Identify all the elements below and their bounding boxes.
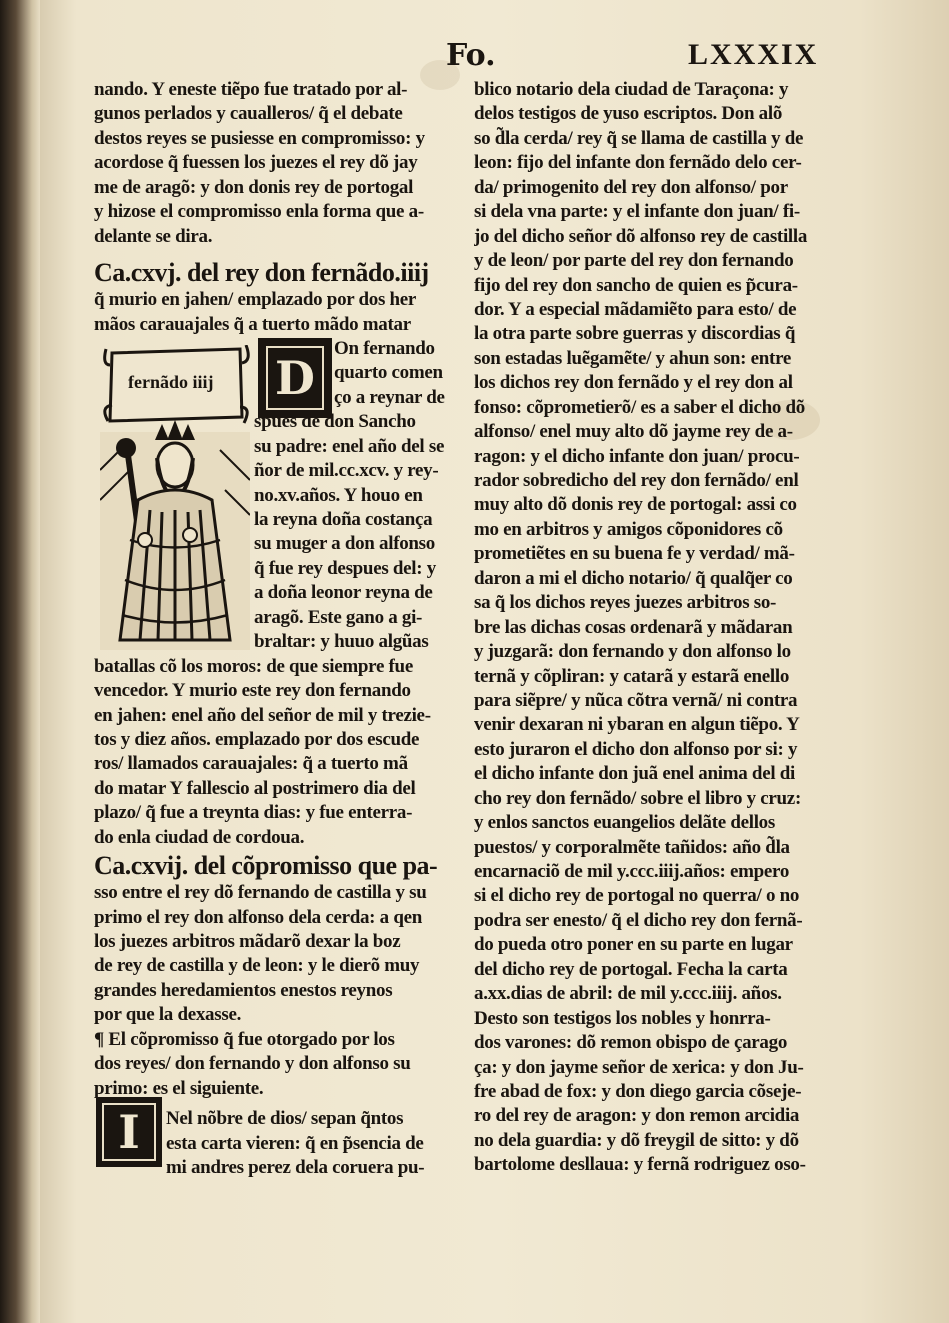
- text-line: da/ primogenito del rey don alfonso/ por: [474, 176, 788, 198]
- text-line: ragon: y el dicho infante don juan/ procu-: [474, 445, 800, 467]
- text-line: q̃ fue rey despues del: y: [254, 557, 436, 579]
- text-line: la reyna doña costança: [254, 509, 433, 530]
- initial-letter: D: [266, 346, 324, 410]
- text-line: encarnaciõ de mil y.ccc.iiij.años: empero: [474, 861, 790, 882]
- text-line: si el dicho rey de portogal no querra/ o no: [474, 885, 800, 907]
- text-line: no dela guardia: y dõ freygil de sitto: y dõ: [474, 1129, 799, 1151]
- text-line: sso entre el rey dõ fernando de castilla y su: [94, 882, 427, 904]
- text-line: sa q̃ los dichos reyes juezes arbitros so-: [474, 592, 777, 614]
- text-line: ternã y cõpliran: y catarã y estarã enello: [474, 665, 790, 687]
- text-line: y enlos sanctos euangelios delãte dellos: [474, 812, 775, 834]
- text-line: prometiẽtes en su buena fe y verdad/ mã-: [474, 543, 795, 565]
- text-line: fijo del rey don sancho de quien es p̃curа-: [474, 274, 798, 296]
- text-line: dor. Y a especial mãdamiẽto para esto/ de: [474, 298, 797, 320]
- chapter-heading: Ca.cxvj. del rey don fernãdo.iiij: [94, 258, 429, 288]
- text-line: y de leon/ por parte del rey don fernando: [474, 250, 794, 272]
- text-line: tos y diez años. emplazado por dos escude: [94, 728, 420, 750]
- text-line: la otra parte sobre guerras y discordias q̃: [474, 323, 796, 345]
- text-line: dos varones: dõ remon obispo de çarago: [474, 1032, 788, 1054]
- text-line: rador sobredicho del rey don fernãdo/ enl: [474, 470, 799, 491]
- text-line: a.xx.dias de abril: de mil y.ccc.iiij. años.: [474, 983, 782, 1005]
- text-line: en jahen: enel año del señor de mil y trezie-: [94, 704, 431, 726]
- text-line: me de aragõ: y don donis rey de portogal: [94, 176, 414, 198]
- text-line: primo el rey don alfonso dela cerda: a qen: [94, 906, 422, 928]
- text-line: destos reyes se pusiesse en compromisso: y: [94, 127, 425, 149]
- text-line: ñor de mil.cc.xcv. y rey-: [254, 460, 439, 482]
- text-line: puestos/ y corporalmẽte tañidos: año d̃la: [474, 836, 790, 858]
- left-page-edge: [0, 0, 40, 1323]
- text-line: ço a reynar de: [334, 386, 445, 408]
- text-line: gunos perlados y caualleros/ q̃ el debate: [94, 103, 403, 125]
- heading-line: mãos carauajales q̃ a tuerto mãdo matar: [94, 313, 411, 335]
- folio-number: LXXXIX: [688, 38, 819, 71]
- text-line: del dicho rey de portogal. Fecha la carta: [474, 958, 788, 980]
- text-line: ça: y don jayme señor de xerica: y don Ju-: [474, 1056, 804, 1078]
- text-line: son estadas luẽgamẽte/ y ahun son: entre: [474, 347, 791, 369]
- text-line: su padre: enel año del se: [254, 435, 445, 457]
- folio-label: Fo.: [446, 38, 496, 73]
- text-line: blico notario dela ciudad de Taraçona: y: [474, 79, 789, 100]
- text-line: dos reyes/ don fernando y don alfonso su: [94, 1053, 411, 1075]
- text-line: y hizose el compromisso enla forma que a-: [94, 201, 424, 223]
- text-line: mi andres perez dela coruera pu-: [166, 1156, 425, 1178]
- text-line: fonso: cõprometierõ/ es a saber el dicho dõ: [474, 396, 806, 418]
- text-line: de rey de castilla y de leon: y le dierõ muy: [94, 955, 420, 977]
- text-line: esta carta vieren: q̃ en p̃sencia de: [166, 1132, 424, 1154]
- text-line: acordose q̃ fuessen los juezes el rey dõ jay: [94, 152, 418, 174]
- text-line: vencedor. Y murio este rey don fernando: [94, 680, 411, 702]
- text-line: braltar: y huuo algũas: [254, 631, 429, 653]
- text-line: do matar Y fallescio al postrimero dia del: [94, 777, 416, 799]
- text-line: delos testigos de yuso escriptos. Don alõ: [474, 103, 783, 125]
- text-line: ro del rey de aragon: y don remon arcidia: [474, 1105, 800, 1127]
- text-line: leon: fijo del infante don fernãdo delo cer-: [474, 152, 802, 174]
- text-line: el dicho infante don juã enel anima del di: [474, 763, 795, 785]
- right-text-column: [474, 78, 826, 1178]
- banner-text: fernãdo iiij: [128, 372, 214, 392]
- chapter-heading: Ca.cxvij. del cõpromisso que pa-: [94, 851, 438, 881]
- text-line: ¶ El cõpromisso q̃ fue otorgado por los: [94, 1028, 395, 1050]
- text-line: primo: es el siguiente.: [94, 1077, 264, 1099]
- text-line: do pueda otro poner en su parte en lugar: [474, 934, 793, 956]
- text-line: para siẽpre/ y nũca cõtra vernã/ ni contra: [474, 689, 798, 711]
- text-line: esto juraron el dicho don alfonso por si: y: [474, 738, 798, 760]
- initial-letter-bottom: I: [102, 1103, 156, 1161]
- text-line: quarto comen: [334, 362, 443, 384]
- text-line: mo en arbitros y amigos cõponidores cõ: [474, 518, 783, 540]
- text-line: venir dexaran ni ybaran en algun tiẽpo. Y: [474, 714, 800, 736]
- text-line: aragõ. Este gano a gi-: [254, 606, 423, 628]
- text-line: por que la dexasse.: [94, 1004, 242, 1026]
- text-line: y juzgarã: don fernando y don alfonso lo: [474, 641, 791, 663]
- text-line: Nel nõbre de dios/ sepan q̃ntos: [166, 1108, 404, 1130]
- text-line: los juezes arbitros mãdarõ dexar la boz: [94, 931, 401, 952]
- text-line: a doña leonor reyna de: [254, 582, 433, 604]
- text-line: jo del dicho señor dõ alfonso rey de castilla: [474, 225, 808, 247]
- text-line: ros/ llamados carauajales: q̃ a tuerto mã: [94, 753, 408, 775]
- text-line: podra ser enesto/ q̃ el dicho rey don fernã-: [474, 909, 803, 931]
- text-line: si dela vna parte: y el infante don juan/ fi-: [474, 201, 800, 223]
- heading-line: q̃ murio en jahen/ emplazado por dos her: [94, 289, 417, 311]
- text-line: fre abad de fox: y don diego garcia cõseje-: [474, 1080, 802, 1102]
- text-line: plazo/ q̃ fue a treynta dias: y fue enterra-: [94, 802, 413, 824]
- text-line: delante se dira.: [94, 225, 213, 247]
- text-line: spues de don Sancho: [254, 411, 416, 433]
- text-line: Desto son testigos los nobles y honrra-: [474, 1007, 771, 1029]
- text-line: muy alto dõ donis rey de portogal: assi co: [474, 494, 797, 516]
- text-line: so d̃la cerda/ rey q̃ se llama de castilla y de: [474, 127, 804, 149]
- text-line: su muger a don alfonso: [254, 533, 435, 555]
- left-text-column: [94, 78, 454, 1180]
- text-line: no.xv.años. Y houo en: [254, 484, 423, 506]
- text-line: do enla ciudad de cordoua.: [94, 826, 305, 848]
- text-line: daron a mi el dicho notario/ q̃ qualq̃er co: [474, 567, 793, 589]
- text-line: bartolome desllaua: y fernã rodriguez oso-: [474, 1154, 806, 1176]
- text-line: los dichos rey don fernãdo y el rey don al: [474, 372, 793, 394]
- text-line: bre las dichas cosas ordenarã y mãdaran: [474, 616, 793, 638]
- text-line: nando. Y eneste tiẽpo fue tratado por al-: [94, 79, 408, 100]
- text-line: batallas cõ los moros: de que siempre fue: [94, 655, 413, 677]
- text-line: alfonso/ enel muy alto dõ jayme rey de a-: [474, 421, 793, 443]
- text-line: cho rey don fernãdo/ sobre el libro y cruz:: [474, 787, 801, 809]
- text-line: grandes heredamientos enestos reynos: [94, 979, 393, 1001]
- text-line: On fernando: [334, 337, 435, 359]
